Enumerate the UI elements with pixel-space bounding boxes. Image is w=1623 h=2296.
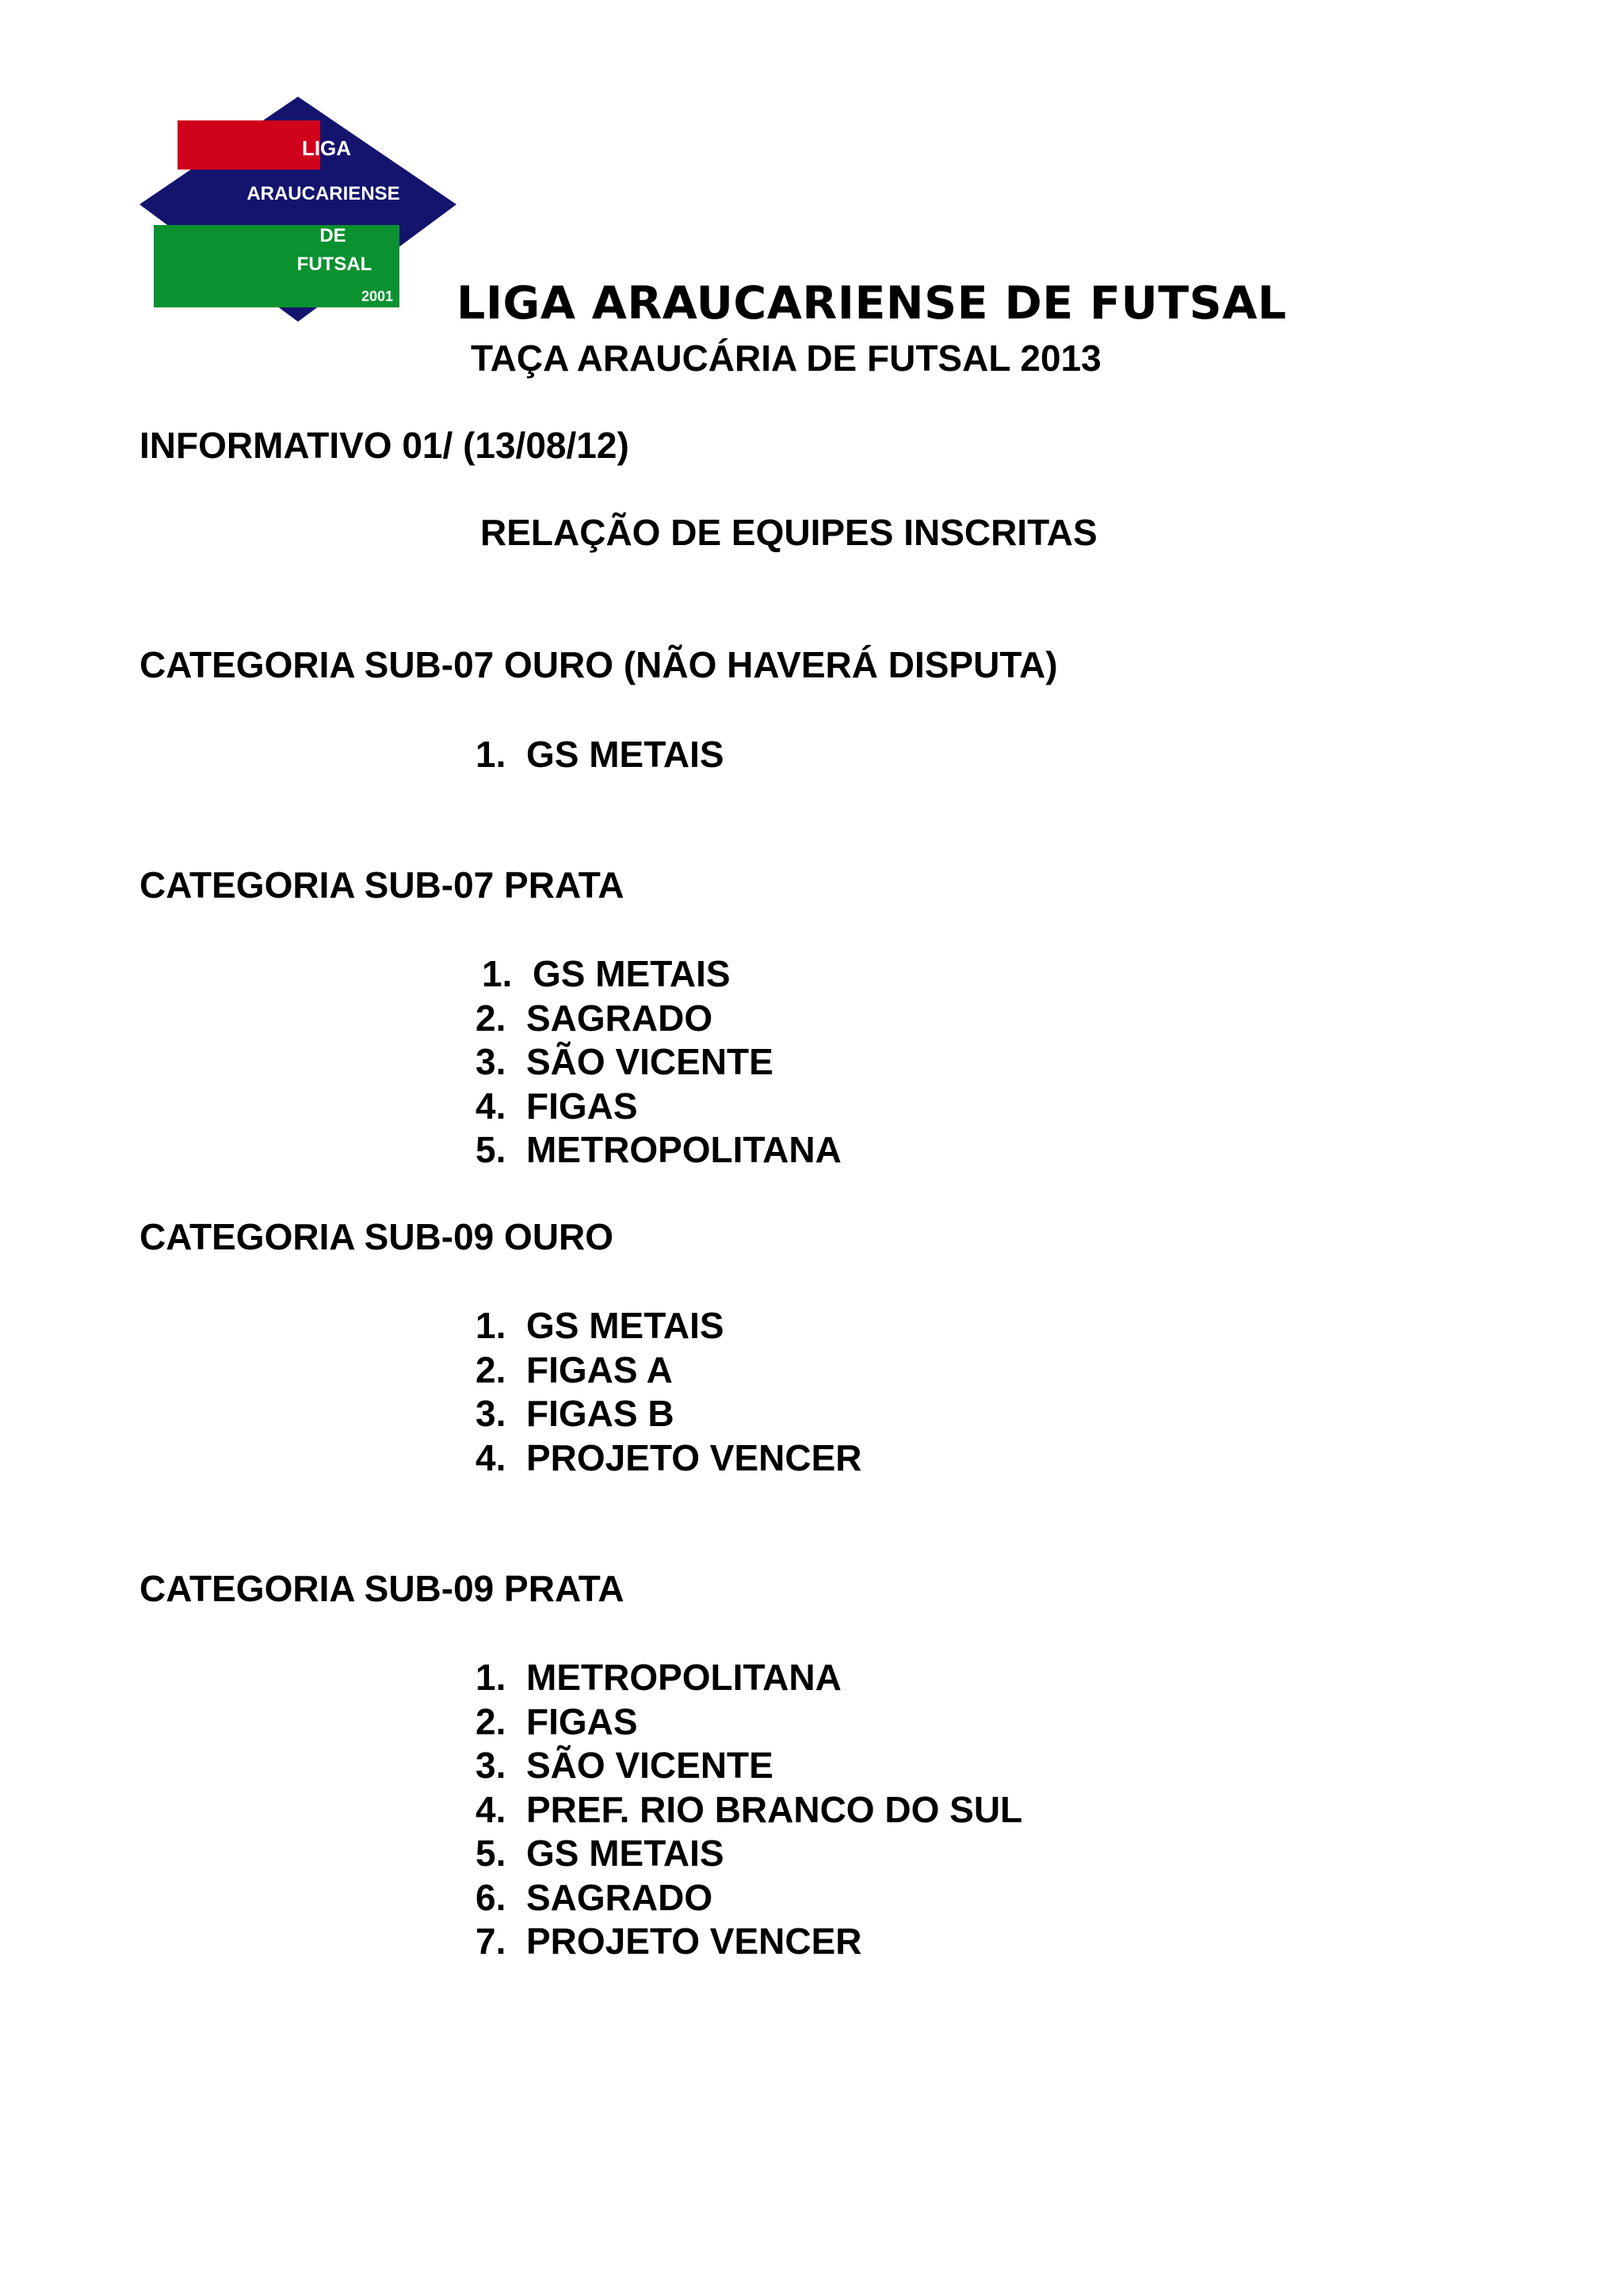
team-item: [475, 1436, 861, 1481]
team-number: 3.: [475, 1393, 506, 1434]
logo-text-araucariense: ARAUCARIENSE: [246, 183, 400, 204]
team-name: METROPOLITANA: [526, 1657, 842, 1698]
team-number: 5.: [475, 1833, 506, 1874]
team-name: GS METAIS: [526, 1833, 724, 1874]
team-item: [475, 997, 842, 1041]
team-name: FIGAS A: [526, 1348, 673, 1390]
team-item: [475, 1085, 842, 1129]
team-item: [475, 952, 842, 997]
team-number: 2.: [475, 1348, 506, 1390]
team-name: SÃO VICENTE: [526, 1041, 773, 1082]
team-name: GS METAIS: [526, 734, 724, 775]
team-list: [475, 952, 842, 1173]
team-number: 4.: [475, 1085, 506, 1127]
team-name: GS METAIS: [533, 953, 731, 994]
team-number: 1.: [475, 734, 506, 775]
team-number: 3.: [475, 1745, 506, 1786]
team-item: [475, 1656, 1022, 1700]
team-number: 4.: [475, 1788, 506, 1830]
team-number: 3.: [475, 1041, 506, 1082]
team-item: [475, 1040, 842, 1085]
informativo-line: INFORMATIVO 01/ (13/08/12): [139, 425, 629, 466]
team-item: [475, 1348, 861, 1393]
category-heading: CATEGORIA SUB-09 PRATA: [139, 1568, 624, 1609]
logo-text-year: 2001: [361, 288, 394, 304]
team-number: 7.: [475, 1920, 506, 1962]
team-list: [475, 733, 724, 777]
team-item: [475, 1876, 1022, 1920]
league-logo-graphic: [139, 97, 456, 325]
team-number: 1.: [475, 1657, 506, 1698]
team-name: SAGRADO: [526, 997, 713, 1039]
team-name: METROPOLITANA: [526, 1129, 842, 1170]
team-number: 1.: [482, 953, 513, 994]
team-list: [475, 1304, 861, 1480]
team-item: [475, 1744, 1022, 1788]
team-name: GS METAIS: [526, 1305, 724, 1346]
team-item: [475, 1788, 1022, 1833]
team-item: [475, 1392, 861, 1436]
document-title: LIGA ARAUCARIENSE DE FUTSAL: [456, 277, 1287, 330]
league-logo: [139, 97, 456, 325]
logo-text-futsal: FUTSAL: [296, 254, 372, 275]
document-subtitle: TAÇA ARAUCÁRIA DE FUTSAL 2013: [471, 338, 1102, 379]
team-name: FIGAS: [526, 1700, 638, 1742]
team-number: 5.: [475, 1129, 506, 1170]
team-item: [475, 1304, 861, 1348]
logo-text-liga: LIGA: [301, 136, 352, 160]
team-item: [475, 1700, 1022, 1745]
team-number: 2.: [475, 1700, 506, 1742]
team-name: PREF. RIO BRANCO DO SUL: [526, 1788, 1023, 1830]
team-name: SAGRADO: [526, 1876, 713, 1918]
category-heading: CATEGORIA SUB-07 PRATA: [139, 864, 624, 906]
team-number: 4.: [475, 1436, 506, 1478]
team-name: FIGAS: [526, 1085, 638, 1127]
team-item: [475, 733, 724, 777]
team-number: 2.: [475, 997, 506, 1039]
team-number: 6.: [475, 1876, 506, 1918]
category-heading: CATEGORIA SUB-07 OURO (NÃO HAVERÁ DISPUTA): [139, 644, 1058, 685]
logo-text-de: DE: [319, 225, 346, 246]
team-number: 1.: [475, 1305, 506, 1346]
team-list: [475, 1656, 1022, 1964]
team-item: [475, 1128, 842, 1173]
logo-red-band: [178, 120, 320, 170]
team-name: PROJETO VENCER: [526, 1920, 862, 1962]
team-item: [475, 1920, 1022, 1964]
team-name: SÃO VICENTE: [526, 1745, 773, 1786]
team-item: [475, 1832, 1022, 1876]
team-name: PROJETO VENCER: [526, 1436, 862, 1478]
team-name: FIGAS B: [526, 1393, 674, 1434]
section-heading: RELAÇÃO DE EQUIPES INSCRITAS: [480, 512, 1098, 553]
category-heading: CATEGORIA SUB-09 OURO: [139, 1216, 614, 1257]
